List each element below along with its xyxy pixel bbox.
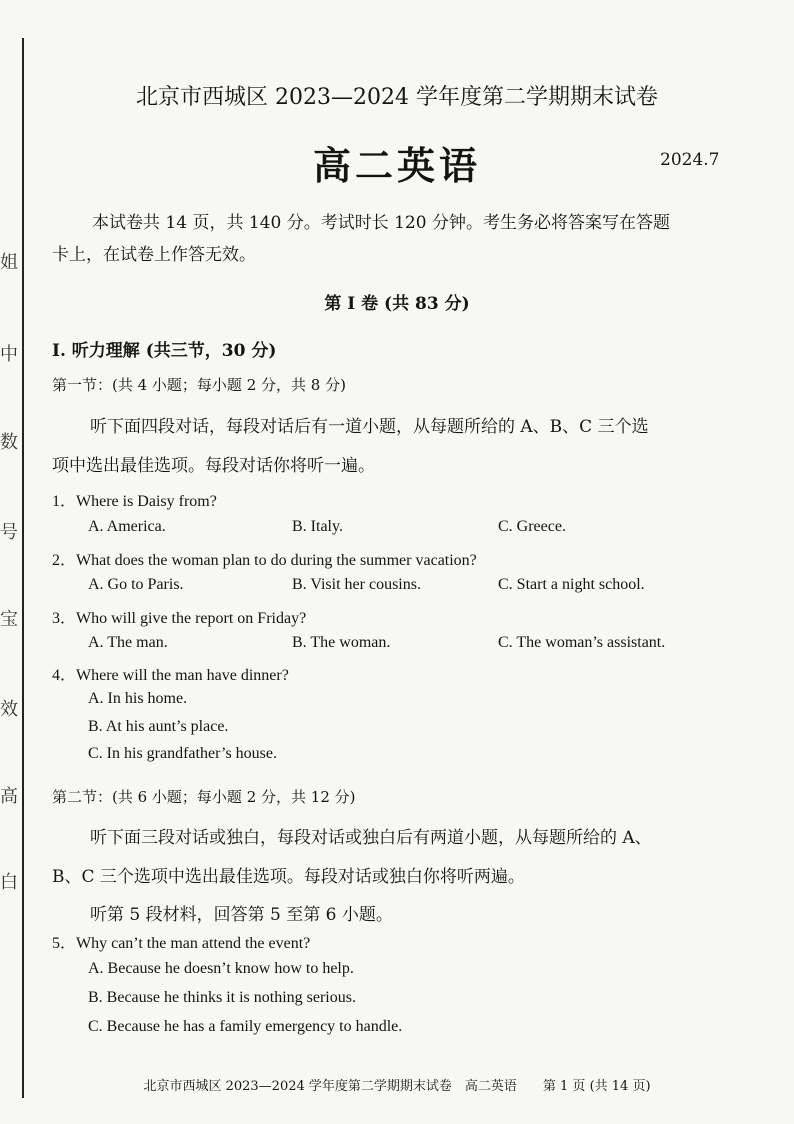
question-3-stem: 3．Who will give the report on Friday? — [52, 610, 307, 627]
section-2-instruction-2: B、C 三个选项中选出最佳选项。每段对话或独白你将听两遍。 — [52, 867, 525, 887]
question-4-option-b: B. At his aunt’s place. — [88, 718, 229, 735]
question-2-option-c: C. Start a night school. — [498, 576, 645, 593]
question-1-option-c: C. Greece. — [498, 518, 566, 535]
question-2-stem: 2．What does the woman plan to do during the summer vacation? — [52, 552, 477, 569]
question-5-option-c: C. Because he has a family emergency to handle. — [88, 1018, 403, 1035]
margin-char: 数 — [0, 432, 18, 453]
question-1-option-b: B. Italy. — [292, 518, 343, 535]
question-3-option-a: A. The man. — [88, 634, 168, 651]
section-2-material: 听第 5 段材料，回答第 5 至第 6 小题。 — [90, 905, 393, 925]
question-4-option-a: A. In his home. — [88, 690, 188, 707]
section-1-title: 第一节：(共 4 小题；每小题 2 分，共 8 分) — [52, 376, 346, 394]
exam-title: 北京市西城区 2023—2024 学年度第二学期期末试卷 — [136, 85, 658, 110]
section-2-title: 第二节：(共 6 小题；每小题 2 分，共 12 分) — [52, 788, 356, 806]
intro-line-1: 本试卷共 14 页，共 140 分。考试时长 120 分钟。考生务必将答案写在答题 — [92, 213, 670, 233]
question-5-stem: 5．Why can’t the man attend the event? — [52, 935, 311, 952]
question-2-option-b: B. Visit her cousins. — [292, 576, 421, 593]
question-4-option-c: C. In his grandfather’s house. — [88, 745, 277, 762]
margin-char: 姐 — [0, 252, 18, 273]
exam-date: 2024.7 — [660, 150, 720, 170]
margin-char: 效 — [0, 699, 18, 720]
question-5-option-b: B. Because he thinks it is nothing serious. — [88, 989, 356, 1006]
margin-char: 宝 — [0, 609, 18, 630]
question-3-option-b: B. The woman. — [292, 634, 391, 651]
question-3-option-c: C. The woman’s assistant. — [498, 634, 666, 651]
section-2-instruction-1: 听下面三段对话或独白，每段对话或独白后有两道小题，从每题所给的 A、 — [90, 828, 652, 848]
question-4-stem: 4．Where will the man have dinner? — [52, 667, 289, 684]
volume-title: 第 I 卷 (共 83 分) — [324, 294, 470, 314]
question-1-option-a: A. America. — [88, 518, 166, 535]
subject-title: 高二英语 — [312, 143, 481, 188]
margin-char: 高 — [0, 786, 18, 807]
margin-char: 中 — [0, 344, 18, 365]
question-5-option-a: A. Because he doesn’t know how to help. — [88, 960, 354, 977]
section-1-instruction-2: 项中选出最佳选项。每段对话你将听一遍。 — [52, 456, 375, 476]
binding-line — [22, 38, 24, 1098]
margin-char: 号 — [0, 522, 18, 543]
margin-char: 白 — [0, 872, 18, 893]
intro-line-2: 卡上，在试卷上作答无效。 — [52, 245, 256, 265]
part-title: I. 听力理解 (共三节，30 分) — [52, 341, 277, 361]
question-1-stem: 1．Where is Daisy from? — [52, 493, 217, 510]
question-2-option-a: A. Go to Paris. — [88, 576, 184, 593]
section-1-instruction-1: 听下面四段对话，每段对话后有一道小题，从每题所给的 A、B、C 三个选 — [90, 417, 649, 437]
page-footer: 北京市西城区 2023—2024 学年度第二学期期末试卷 高二英语 第 1 页 (共 14 页) — [143, 1079, 651, 1094]
